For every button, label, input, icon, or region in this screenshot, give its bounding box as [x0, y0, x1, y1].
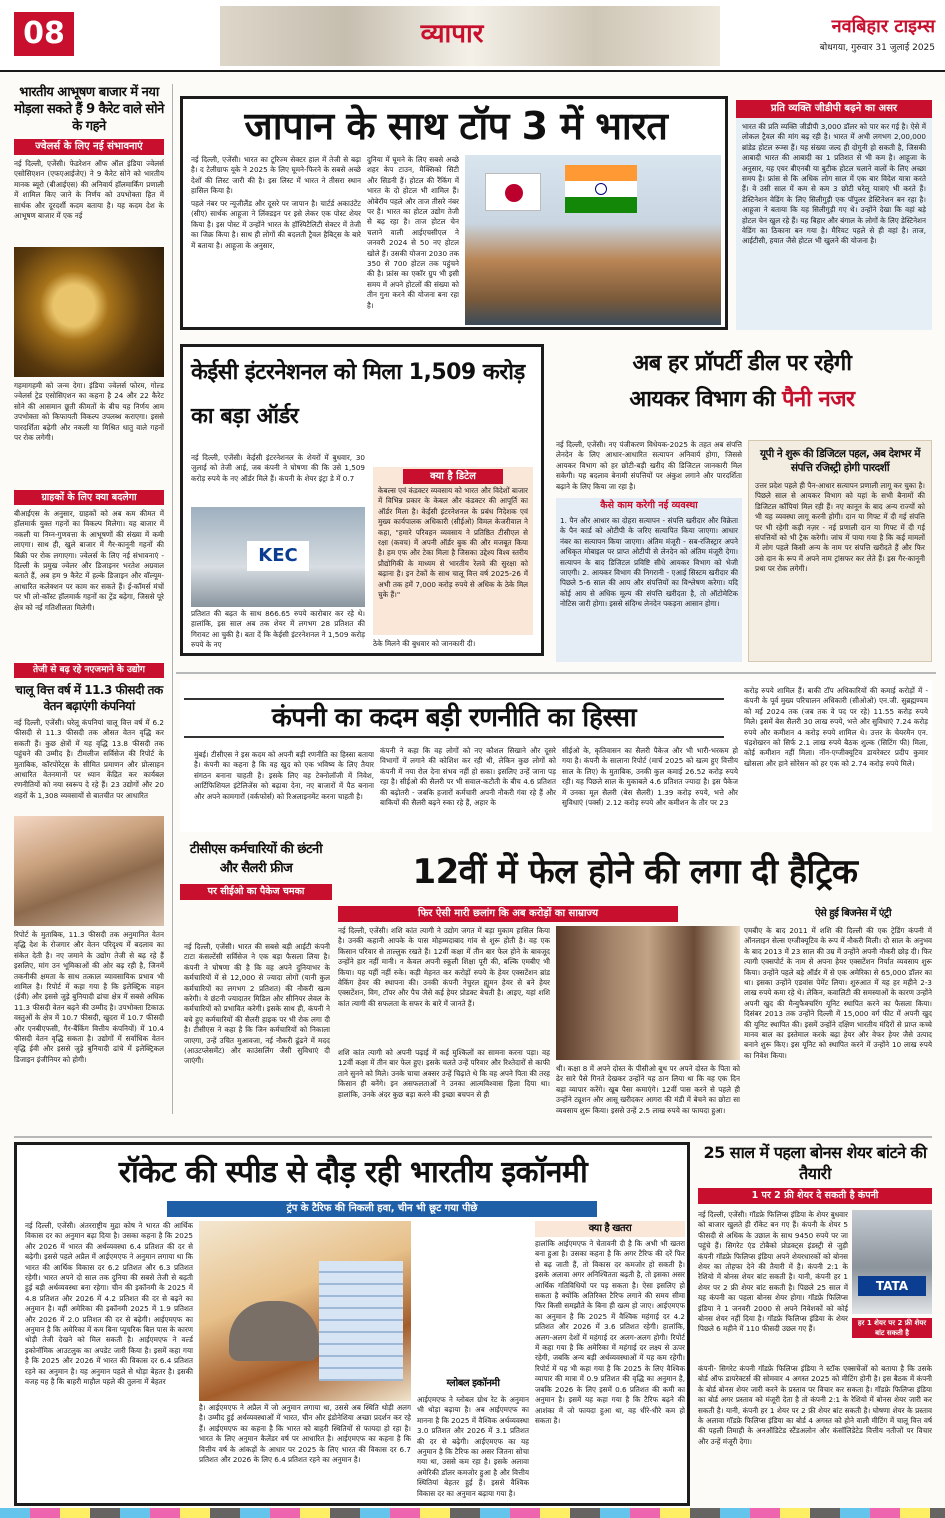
kec-detail-box — [373, 467, 533, 635]
section-title: व्यापार — [420, 19, 484, 49]
rupee-photo — [14, 816, 164, 926]
risk-body: हालांकि आईएमएफ ने चेतावनी दी है कि अभी भी खतरा बना हुआ है। उसका कहना है कि अगर टैरिफ की दरें फिर से बढ़ जाती हैं, तो विकास दर कमजोर हो सकती है। इसके अलावा अगर अनिश्चितता बढ़ती है, तो इसका असर आर्थिक गतिविधियों पर पड़ सकता है। ऐसा इसलिए हो सकता है क्योंकि अतिरिक्त टैरिफ लगाने की समय सीमा फिर किसी समझौते के बिना ही खत्म हो जाए। आईएमएफ का अनुमान है कि 2025 में वैश्विक महंगाई दर 4.2 प्रतिशत और 2026 में 3.6 प्रतिशत रहेगी। हालांकि, अलग-अलग देशों में महंगाई दर अलग-अलग होगी। रिपोर्ट में कहा गया है कि अमेरिका में महंगाई दर लक्ष्य से ऊपर रहेगी, जबकि अन्य बड़ी अर्थव्यवस्थाओं में यह कम रहेगी। रिपोर्ट में यह भी कहा गया है कि 2025 के लिए वैश्विक व्यापार की मात्रा में 0.9 प्रतिशत की वृद्धि का अनुमान है, जबकि 2026 के लिए इसमें 0.6 प्रतिशत की कमी का अनुमान है। इसमें यह कहा गया है कि टैरिफ बढ़ने की आशंका में जो फायदा हुआ था, वह धीरे-धीरे कम हो सकता है। — [535, 1239, 685, 1425]
registration-bar — [0, 1508, 945, 1518]
japan-flag-icon — [485, 173, 541, 211]
japan-body-1: नई दिल्ली, एजेंसी। भारत का टूरिज्म सेक्टर हाल में तेजी से बढ़ा है। द टेलीग्राफ यूके ने 2025 के लिए घूमने-फिरने के सबसे अच्छे देशों की लिस्ट जारी की है। इस लिस्ट में भारत ने तीसरा स्थान हासिल किया है। — [191, 155, 361, 196]
tata-logo: TATA — [858, 1276, 926, 1296]
gdp-body: भारत की प्रति व्यक्ति जीडीपी 3,000 डॉलर को पार कर गई है। ऐसे में लोकल ट्रैवल की मांग बढ़ रही है। भारत में अभी लगभग 2,00,000 ब्रांडेड होटल रूम्स हैं। यह संख्या जल्द ही दोगुनी हो सकती है, जिसकी आबादी भारत की आबादी का 1 प्रतिशत से भी कम है। आहूजा के अनुसार, यह एयर बीएनबी या बुटीक होटल चलाने वालों के लिए अच्छा समय है। फ्रांस से कि अधिक लोग साल में एक बार विदेश यात्रा करते हैं। वे उसी साल में कम से कम 3 छोटी घरेलू यात्राएं भी करते हैं। डेस्टिनेशन वेडिंग के लिए सिलीगुड़ी एक पॉपुलर डेस्टिनेशन बन रहा है। आहूजा ने बताया कि यह सिलीगुड़ी गए थे। उन्होंने देखा कि वहां बड़े होटल चेन खुल रहे हैं। यह बिहार और बंगाल के लोगों के लिए डेस्टिनेशन वेडिंग का ठिकाना बन गया है। मैरियट पहले से ही वहां है। ताज, आईटीसी, हयात जैसे होटल भी खुलने की योजना है। — [742, 122, 926, 246]
rocket-headline: रॉकेट की स्पीड से दौड़ रही भारतीय इकॉनमी — [118, 1155, 588, 1190]
kec-headline: केईसी इंटरनेशनल को मिला 1,509 करोड़ का बड़ा ऑर्डर — [191, 360, 525, 429]
japan-story — [180, 96, 728, 330]
bonus-bar-2: हर 1 शेयर पर 2 फ्री शेयर बांट सकती है — [852, 1318, 932, 1338]
japan-headline: जापान के साथ टॉप 3 में भारत — [244, 104, 668, 148]
salary-bar: तेजी से बढ़ रहे नएजमाने के उद्योग — [14, 663, 164, 678]
tcs-headline: कंपनी का कदम बड़ी रणनीति का हिस्सा — [184, 698, 724, 738]
hattrick-bar: फिर ऐसी मारी छलांग कि अब करोड़ों का साम्राज्य — [338, 906, 678, 922]
up-headline: यूपी ने शुरू की डिजिटल पहल, अब देशभर में संपत्ति रजिस्ट्री होगी पारदर्शी — [759, 448, 921, 474]
property-body-1: नई दिल्ली, एजेंसी। नए पंजीकरण विधेयक-2025 के तहत अब संपत्ति लेनदेन के लिए आधार-आधारित सत्यापन अनिवार्य होगा, जिससे आयकर विभाग को हर छोटी-बड़ी खरीद की डिजिटल जानकारी मिल सकेगी। यह बदलाव बेनामी संपत्तियों पर अंकुश लगाने और पारदर्शिता बढ़ाने के लिए किया जा रहा है। — [556, 440, 742, 491]
buyers-subhead: ग्राहकों के लिए क्या बदलेगा — [14, 490, 164, 505]
buyers-body: बीआईएस के अनुसार, ग्राहकों को अब कम कीमत में हॉलमार्क युक्त गहनों का विकल्प मिलेगा। यह बाजार में नकली या निम्न-गुणवत्ता के आभूषणों की संख्या में कमी लाएगा। साथ ही, खुले बाजार में गैर-कानूनी गहनों की बिक्री पर रोक लगाएगा। ज्वेलर्स के लिए नई संभावनाएं - दिल्ली के प्रमुख ज्वेलर और डिजाइनर भरतेश अग्रवाल बताते हैं, अब हम 9 कैरेट में हल्के डिजाइन और वॉल्यूम-आधारित कलेक्शन पर काम कर सकते हैं। ई-कॉमर्स मंचों पर भी लो-कॉस्ट हॉलमार्क गहनों का ट्रेंड बढ़ेगा, जिससे पूरे क्षेत्र को नई गतिशीलता मिलेगी। — [14, 509, 164, 612]
how-bar: कैसे काम करेगी नई व्यवस्था — [600, 500, 698, 511]
elephant-icon — [229, 1301, 319, 1361]
kec-story — [180, 344, 544, 656]
hattrick-headline: 12वीं में फेल होने की लगा दी हैट्रिक — [412, 852, 858, 892]
hattrick-body-2: शशि कांत त्यागी को अपनी पढ़ाई में कई मुश्किलों का सामना करना पड़ा। वह 12वीं कक्षा में तीन बार फेल हुए। इसके चलते उन्हें परिवार और रिश्तेदारों से काफी ताने सुनने को मिले। उनके चाचा अक्सर उन्हें चिढ़ाते थे कि वह अपने पिता की तरह किसान ही बनेंगे। इन असफलताओं ने उनका आत्मविश्वास हिला दिया था। हालांकि, उनके अंदर कुछ बड़ा करने की इच्छा बचपन से ही — [338, 1048, 550, 1099]
flags-ghats-photo — [465, 155, 721, 325]
kec-detail-tail: ठेके मिलने की बुधवार को जानकारी दी। — [373, 639, 476, 648]
japan-body-3: दुनिया में घूमने के लिए सबसे अच्छे शहर केप टाउन, मैक्सिको सिटी और सिडनी हैं। होटल की रैंकिंग में भारत के दो होटल भी शामिल हैं। ओबेरॉय पहले और ताज तीसरे नंबर पर है। भारत का होटल उद्योग तेजी से बढ़ रहा है। ताज होटल चेन चलाने वाली आईएचसीएल ने जनवरी 2024 से 50 नए होटल खोले हैं। उसकी योजना 2030 तक 350 से 700 होटल तक पहुंचने की है। फ्रांस का एकॉर ग्रुप भी इसी समय में अपने होटलों की संख्या को तीन गुना करने की योजना बना रहा है। — [367, 155, 459, 310]
paper-name: नवबिहार टाइम्स — [831, 16, 935, 37]
tcs-body-3: सीईओ के, कृतिवासन का सैलरी पैकेज और भी भारी-भरकम हो गया है। कंपनी के सालाना रिपोर्ट (मार्च 2025 को खत्म हुए वित्तीय साल के लिए) के मुताबिक, उनकी कुल कमाई 26.52 करोड़ रुपये रही। यह पिछले साल के मुकाबले 4.6 प्रतिशत ज्यादा है। इस पैकेज में उनका मूल सैलरी (बेस सैलरी) 1.39 करोड़ रुपये, भत्ते और सुविधाएं (पर्क्स) 2.12 करोड़ रुपये और कमीशन के तौर पर 23 — [562, 746, 738, 808]
rocket-story — [14, 1142, 690, 1506]
masthead — [0, 0, 945, 72]
kec-detail-bar: क्या है डिटेल — [403, 469, 503, 484]
tcs-body-1: मुंबई। टीसीएस ने इस कदम को अपनी बड़ी रणनीति का हिस्सा बताया है। कंपनी का कहना है कि वह खुद को एक भविष्य के लिए तैयार संगठन बनाना चाहती है। इसके लिए वह टेक्नोलॉजी में निवेश, आर्टिफिशियल इंटेलिजेंस को बढ़ावा देना, नए बाजारों में पैठ बनाना और अपने कामगारों (वर्कफोर्स) को रिअलाइनमेंट करना चाहती है। — [194, 750, 374, 801]
tata-photo — [852, 1210, 932, 1314]
bonus-story — [698, 1142, 932, 1506]
india-flag-icon — [565, 165, 637, 213]
tcs-body-2: कंपनी ने कहा कि वह लोगों को नए कौशल सिखाने और दूसरे विभागों में लगाने की कोशिश कर रही थी, लेकिन कुछ लोगों को कंपनी में नया रोल देना संभव नहीं हो सका। इसलिए उन्हें जाना पड़ रहा है। सीईओ की सैलरी पर भी सवाल-कटौती के बीच 4.6 प्रतिशत की बढ़ोतरी - जबकि हजारों कर्मचारी अपनी नौकरी गंवा रहे हैं और बाकियों की सैलरी बढ़ने रुका रहे हैं, अहार के — [380, 746, 556, 808]
jewelry-photo — [14, 247, 164, 377]
hattrick-side-body: एमबीए के बाद 2011 में शशि की दिल्ली की एक ट्रेडिंग कंपनी में ऑनलाइन सेल्स एग्जीक्यूटिव के रूप में नौकरी मिली। दो साल के अनुभव के बाद 2013 में 23 साल की उम्र में उन्होंने अपनी नौकरी छोड़ दी। फिर त्यागी एक्सपोर्ट के नाम से अपना हेयर एक्सटेंशन निर्यात व्यवसाय शुरू किया। उन्होंने पहले बड़े ऑर्डर में से एक अमेरिका से 65,000 डॉलर का था। इसका उन्होंने एडवांस पेमेंट लिया। शुरुआत में यह हर महीने 2-3 लाख रुपये कमा रहे थे। लेकिन, कवालिटी की समस्याओं के कारण उन्होंने अपनी खुद की मैन्युफैक्चरिंग यूनिट स्थापित करने का फैसला किया। दिसंबर 2013 तक उन्होंने दिल्ली में 15,000 वर्ग फीट में अपनी खुद की यूनिट स्थापित की। इसमें उन्होंने दक्षिण भारतीय मंदिरों से प्राप्त कच्चे मानव बाल का इस्तेमाल करके बढ़ा हेयर और वेफर हेयर जैसे उत्पाद बनाने शुरू किए। इस यूनिट को स्थापित करने में उन्होंने 10 लाख रुपये का निवेश किया। — [744, 926, 932, 1060]
rocket-body-1: नई दिल्ली, एजेंसी। अंतरराष्ट्रीय मुद्रा कोष ने भारत की आर्थिक विकास दर का अनुमान बढ़ा दिया है। उसका कहना है कि 2025 और 2026 में भारत की अर्थव्यवस्था 6.4 प्रतिशत की दर से बढ़ेगी। इससे पहले अप्रैल में आईएमएफ ने अनुमान लगाया था कि भारत की आर्थिक विकास दर 6.2 प्रतिशत और 6.3 प्रतिशत रहेगी। भारत अपने दो साल तक दुनिया की सबसे तेजी से बढ़ती हुई बड़ी अर्थव्यवस्था बना रहेगा। चीन की इकॉनमी के 2025 में 4.8 प्रतिशत और 2026 में 4.2 प्रतिशत की दर से बढ़ने का अनुमान है। वहीं अमेरिका की इकॉनमी 2025 में 1.9 प्रतिशत और 2026 में 2.0 प्रतिशत की दर से बढ़ेगी। आईएमएफ का अनुमान है कि अमेरिका में कम बिना प्यूचरिक बिल पास के कारण थोड़ी तेजी देखने को मिल सकती है। आईएमएफ ने वर्ल्ड इकोनॉमिक आउटलुक का अपडेट जारी किया है। इसमें कहा गया है कि 2025 और 2026 में भारत की विकास दर 6.4 प्रतिशत रहने का अनुमान है। यह अनुमान पहले से थोड़ा बेहतर है। इसकी वजह यह है कि बाहरी माहौल पहले की तुलना में बेहतर — [25, 1221, 193, 1387]
page-number: 08 — [14, 12, 74, 56]
salary-body-2: रिपोर्ट के मुताबिक, 11.3 फीसदी तक अनुमानित वेतन वृद्धि देश के रोजगार और वेतन परिदृश्य में बदलाव का संकेत देती है। नए जमाने के उद्योग तेजी से बढ़ रहे हैं इसलिए, मांग उन भूमिकाओं की ओर बढ़ रही है, जिनमें तकनीकी क्षमता के साथ तत्काल व्यावसायिक प्रभाव भी शामिल है। रिपोर्ट में कहा गया है कि इलेक्ट्रिक वाहन (ईवी) और इससे जुड़े बुनियादी ढांचा क्षेत्र में सबसे अधिक 11.3 फीसदी वेतन बढ़ने की उम्मीद है। उपभोक्ता टिकाऊ वस्तुओं के क्षेत्र में 10.7 फीसदी, खुदरा में 10.7 फीसदी और एनबीएफसी, गैर-बैंकिंग वित्तीय कंपनियों) में 10.4 फीसदी वेतन वृद्धि सकता है। उद्योगों में सर्वाधिक वेतन वृद्धि ईवी और इससे जुड़े बुनियादी ढांचे में इलेक्ट्रिकल डिजाइन इंजीनियर को होगी। — [14, 930, 164, 1064]
stairs-icon — [319, 1261, 403, 1381]
up-box — [748, 440, 932, 662]
rocket-body-2: है। आईएमएफ ने अप्रैल में जो अनुमान लगाया था, उससे अब स्थिति थोड़ी अलग है। उम्मीद हुई अर्थव्यवस्थाओं में भारत, चीन और इंडोनेशिया अच्छा प्रदर्शन कर रहे हैं। आईएमएफ का कहना है कि भारत को बाहरी स्थितियों से फायदा हो रहा है। भारत के लिए अनुमान कैलेंडर वर्ष पर आधारित है। आईएमएफ का कहना है कि वित्तीय वर्ष के आंकड़ों के आधार पर 2025 के लिए भारत की विकास दर 6.7 प्रतिशत और 2026 के लिए 6.4 प्रतिशत रहने का अनुमान है। — [199, 1403, 411, 1465]
jewelry-body: नई दिल्ली, एजेंसी। फेडरेशन ऑफ ऑल इंडिया ज्वेलर्स एसोसिएशन (एफएआईजेए) ने 9 कैरेट सोने को भारतीय मानक ब्यूरो (बीआईएस) की अनिवार्य हॉलमार्किंग प्रणाली में शामिल किए जाने के निर्णय को उपभोक्ता हित में सार्थक और दूरदर्शी कदम बताया है। यह कदम देश के आभूषण बाजार में एक नई — [14, 159, 164, 221]
salary-body: नई दिल्ली, एजेंसी। घरेलू कंपनियां चालू वित्त वर्ष में 6.2 फीसदी से 11.3 फीसदी तक औसत वेतन वृद्धि कर सकती हैं। कुछ क्षेत्रों में यह वृद्धि 13.8 फीसदी तक पहुंचने की उम्मीद है। टीमलीज सर्विसेज की रिपोर्ट के मुताबिक, कॉरपोरेट्स के सीमित प्रमाणन और प्रोत्साहन आधारित वेतनमानों पर ध्यान केंद्रित कर कार्यबल रणनीतियों को नया स्वरूप दे रहे हैं। 23 उद्योगों और 20 शहरों के 1,308 व्यवसायों से बातचीत पर आधारित — [14, 718, 164, 800]
hattrick-body-1: नई दिल्ली, एजेंसी। शशि कांत त्यागी ने उद्योग जगत में बड़ा मुकाम हासिल किया है। उनकी कहानी आपके के पास मोहम्मदाबाद गांव से शुरू होती है। वह एक किसान परिवार से ताल्लुक रखते हैं। 12वीं कक्षा में तीन बार फेल होने के बावजूद उन्होंने हार नहीं मानी। न केवल अपनी स्कूली शिक्षा पूरी की, बल्कि एमबीए भी किया। यह यहीं नहीं रुके। कड़ी मेहनत कर करोड़ों रुपये के हेयर एक्सटेंशन ब्रांड वेकिंग हेयर की स्थापना की। उनकी कंपनी नेचुरल ह्यूमन हेयर से बने हेयर एक्सटेंशन, विग, टॉपर और पैच जैसे कई हेयर प्रोडक्ट बेचती है। आइए, यहां शशि कांत त्यागी की सफलता के सफर के बारे में जानते हैं। — [338, 926, 550, 1008]
hattrick-photo — [556, 926, 740, 1060]
kec-photo — [191, 507, 365, 607]
dateline: बोधगया, गुरुवार 31 जुलाई 2025 — [819, 43, 935, 53]
kec-body-1: नई दिल्ली, एजेंसी। केईसी इंटरनेशनल के शेयरों में बुधवार, 30 जुलाई को तेजी आई, जब कंपनी ने घोषणा की कि उसे 1,509 करोड़ रुपये के नए ऑर्डर मिले हैं। कंपनी के शेयर इंट्रा डे में 0.7 — [191, 453, 365, 483]
jewelry-subhead: ज्वेलर्स के लिए नई संभावनाएं — [14, 139, 164, 155]
up-body: उत्तर प्रदेश पहले ही पैन-आधार सत्यापन प्रणाली लागू कर चुका है। पिछले साल से आयकर विभाग को यहां के सभी बैनामों की डिजिटल कॉपियां मिल रही हैं। नए कानून के बाद अन्य राज्यों को भी यह व्यवस्था लागू करनी होगी। दान या गिफ्ट में दी गई संपत्ति पर भी रहेगी कड़ी नज़र - नई प्रणाली दान या गिफ्ट में दी गई संपत्तियों को भी ट्रैक करेगी। जांच में पाया गया है कि कई मामलों में लोग पहले किसी अन्य के नाम पर संपत्ति खरीदते हैं और फिर उसे दान के रूप में अपने नाम ट्रांसफर कर लेते हैं। इस गैर-कानूनी प्रथा पर रोक लगेगी। — [755, 481, 925, 574]
kec-detail-body: केबल्स एवं कंडक्टर व्यवसाय को भारत और विदेशों बाजार में विभिन्न प्रकार के केबल और कंडक्टर की आपूर्ति का ऑर्डर मिला है। केईसी इंटरनेशनल के प्रबंध निदेशक एवं मुख्य कार्यपालक अधिकारी (सीईओ) विमल केजरीवाल ने कहा, "हमारे परिवहन व्यवसाय ने प्रतिष्ठित टीसीएल से रक्षा (कवच) में अपनी ऑर्डर बुक की और मजबूत किया है। हम एफ और टेका मिला है जिसका उद्देश्य विश्व स्तरीय प्रौद्योगिकी के माध्यम से भारतीय रेलवे की सुरक्षा को बढ़ाना है। इन टेकों के साथ चालू वित्त वर्ष 2025-26 में अभी तक हमें 7,000 करोड़ रुपये से अधिक के ठेके मिल चुके हैं।" — [378, 486, 528, 600]
gdp-box — [736, 100, 932, 330]
hattrick-story — [338, 840, 932, 1136]
bonus-body-1: नई दिल्ली, एजेंसी। गॉडफ्रे फिलिप्स इंडिया के शेयर बुधवार को बाजार खुलते ही रॉकेट बन गए हैं। कंपनी के शेयर 5 फीसदी से अधिक के उछाल के साथ 9450 रुपये पर जा पहुंचे हैं। सिगरेट एंड टोबैको प्रोडक्ट्स इंडस्ट्री से जुड़ी कंपनी गॉडफ्रे फिलिप्स इंडिया अपने शेयरधारकों को बोनस शेयर का तोहफा देने की तैयारी में है। कंपनी 2:1 के रेशियो में बोनस शेयर बांट सकती है। यानी, कंपनी हर 1 शेयर पर 2 फ्री शेयर बांट सकती है। पिछले 25 साल में यह कंपनी का पहला बोनस शेयर होगा। गॉडफ्रे फिलिप्स इंडिया ने 1 जनवरी 2000 से अपने निवेशकों को कोई बोनस शेयर नहीं दिया है। गॉडफ्रे फिलिप्स इंडिया के शेयर पिछले 6 महीने में 110 फीसदी उछल गए हैं। — [698, 1210, 848, 1334]
kec-body-2: प्रतिशत की बढ़त के साथ 866.65 रुपये कारोबार कर रहे थे। हालांकि, इस साल अब तक शेयर में लगभग 28 प्रतिशत की गिरावट आ चुकी है। बता दें कि केईसी इंटरनेशनल ने 1,509 करोड़ रुपये के नए — [191, 609, 365, 650]
rocket-chart-title: ग्लोबल इकॉनमी — [446, 1378, 500, 1389]
layoffs-headline: टीसीएस कर्मचारियों की छंटनी और सैलरी फ्रीज — [189, 842, 323, 876]
rocket-body-3: आईएमएफ ने ग्लोबल ग्रोथ रेट के अनुमान भी थोड़ा बढ़ाया है। अब आईएमएफ का मानना है कि 2025 में वैश्विक अर्थव्यवस्था 3.0 प्रतिशत और 2026 में 3.1 प्रतिशत की दर से बढ़ेगी। आईएमएफ का यह अनुमान है कि टैरिफ का असर जितना सोचा गया था, उससे कम रहा है। इसके अलावा अमेरिकी डॉलर कमजोर हुआ है और वित्तीय स्थितियां बेहतर हुई हैं। इससे वैश्विक विकास दर का अनुमान बढ़ाया गया है। — [417, 1395, 529, 1498]
layoffs-body: नई दिल्ली, एजेंसी। भारत की सबसे बड़ी आईटी कंपनी टाटा कंसल्टेंसी सर्विसेज ने एक बड़ा फैसला लिया है। कंपनी ने घोषणा की है कि वह अपने दुनियाभर के कर्मचारियों में से 12,000 से ज्यादा लोगों (यानी कुल कर्मचारियों का लगभग 2 प्रतिशत) की नौकरी खत्म करेगी। ये छंटनी ज्यादातर मिडिल और सीनियर लेवल के कर्मचारियों को प्रभावित करेगी। इसके साथ ही, कंपनी ने बचे हुए कर्मचारियों की सैलरी हाइक पर भी रोक लगा दी है। टीसीएस ने कहा है कि जिन कर्मचारियों को निकाला जाएगा, उन्हें उचित मुआवजा, नई नौकरी ढूंढने में मदद (आउटप्लेसमेंट) और काउंसलिंग जैसी सुविधाएं दी जाएंगी। — [184, 942, 330, 1066]
bonus-bar: 1 पर 2 फ्री शेयर दे सकती है कंपनी — [698, 1188, 932, 1204]
kec-logo: KEC — [247, 541, 309, 571]
gdp-bar: प्रति व्यक्ति जीडीपी बढ़ने का असर — [736, 100, 932, 118]
risk-bar: क्या है खतरा — [535, 1221, 685, 1237]
bonus-headline: 25 साल में पहला बोनस शेयर बांटने की तैयारी — [703, 1143, 927, 1183]
property-headline-2: आयकर विभाग की — [629, 387, 775, 412]
hattrick-side-bar: ऐसे हुई बिजनेस में एंट्री — [814, 908, 892, 919]
salary-headline: चालू वित्त वर्ष में 11.3 फीसदी तक वेतन बढ़ाएंगी कंपनियां — [15, 683, 163, 713]
layoffs-bar: पर सीईओ का पैकेज चमका — [180, 884, 332, 900]
how-body: 1. पैन और आधार का दोहरा सत्यापन - संपत्ति खरीदार और विक्रेता के पैन कार्ड को ओटीपी के जरिए सत्यापित किया जाएगा। आधार नंबर का सत्यापन किया जाएगा। अंतिम मंजूरी - सब-रजिस्ट्रार अपने अधिकृत मोबाइल पर प्राप्त ओटीपी से लेनदेन को अंतिम मंजूरी देगा। सत्यापन के बाद डिजिटल प्रविष्टि सीधे आयकर विभाग को भेजी जाएगी। 2. आयकर विभाग की निगरानी - एआई सिस्टम खरीदार की पिछले 5-6 साल की आय और संपत्तियों का विश्लेषण करेगा। यदि कोई आय से अधिक मूल्य की संपत्ति खरीदता है, तो ऑटोमेटिक नोटिस जारी होगा। इससे संदिग्ध लेनदेन पकड़ना आसान होगा। — [560, 516, 738, 609]
property-headline-3: पैनी नजर — [781, 387, 855, 412]
how-box — [556, 498, 742, 662]
hattrick-body-3: थी। कक्षा 8 में अपने दोस्त के पीसीओ बूथ पर अपने दोस्त के पिता को ढेर सारे पैसे गिनते देखकर उन्होंने यह ठान लिया था कि वह एक दिन बड़ा व्यापार करेंगे। खूब पैसा कमाएंगे। 12वीं पास करने से पहले ही उन्होंने ट्यूशन और आसू खरीदकर आगरा की मंडी में बेचने का छोटा सा व्यवसाय शुरू किया। इससे उन्हें 2.5 लाख रुपये का फायदा हुआ। — [556, 1064, 740, 1115]
property-story — [552, 344, 932, 666]
jewelry-headline: भारतीय आभूषण बाजार में नया मोड़ला सकते हैं 9 कैरेट वाले सोने के गहने — [14, 85, 164, 134]
jewelry-body-2: गहमागहमी को जन्म देगा। इंडिया ज्वेलर्स फोरम, गोल्ड ज्वेलर्स ट्रेड एसोसिएशन का कहना है 24 और 22 कैरेट सोने की आसमान छूती कीमतों के बीच यह निर्णय आम उपभोक्ता को किफायती विकल्प उपलब्ध कराएगा। इससे पारदर्शिता बढ़ेगी और नकली या मिश्रित धातु वाले गहनों पर रोक लगेगी। — [14, 381, 164, 443]
rocket-bar: ट्रंप के टैरिफ की निकली हवा, चीन भी छूट गया पीछे — [167, 1201, 597, 1217]
tcs-strategy-story — [180, 680, 932, 832]
japan-body-2: पहले नंबर पर न्यूजीलैंड और दूसरे पर जापान है। चार्टर्ड अकाउंटेंट (सीए) सार्थक आहूजा ने लिंक्डइन पर इसे लेकर एक पोस्ट शेयर किया है। इस पोस्ट में उन्होंने भारत के हॉस्पिटैलिटी सेक्टर में तेजी का जिक्र किया है। साथ ही लोगों की बदलती ट्रैवल हैबिट्स के बारे में बताया है। आहूजा के अनुसार, — [191, 199, 361, 250]
tcs-body-4: करोड़ रुपये शामिल हैं। बाकी टॉप अधिकारियों की कमाई करोड़ों में - कंपनी के पूर्व मुख्य परिचालन अधिकारी (सीओओ) एन.जी. सुब्रह्मण्यम को मई 2024 तक (जब तक वे पद पर रहे) 11.55 करोड़ रुपये मिले। इसमें बेस सैलरी 30 लाख रुपये, भत्ते और सुविधाएं 7.24 करोड़ रुपये और कमीशन 4 करोड़ रुपये शामिल थे। उत्तर के चेयरमैन एन. चंद्रशेखरन को सिर्फ 2.1 लाख रुपये बैठक शुल्क (सिटिंग फी) मिला, कोई कमीशन नहीं मिला। नॉन-एग्जीक्यूटिव डायरेक्टर प्रदीप कुमार खोसला और हाने सोरेसन को हर एक को 2.74 करोड़ रुपये मिले। — [744, 686, 928, 768]
bonus-body-2: कंपनी- सिगरेट कंपनी गॉडफ्रे फिलिप्स इंडिया ने स्टॉक एक्सचेंजों को बताया है कि उसके बोर्ड ऑफ डायरेक्टर्स की सोमवार 4 अगस्त 2025 को मीटिंग होनी है। इस बैठक में कंपनी के बोर्ड बोनस शेयर जारी करने के प्रस्ताव पर विचार कर सकता है। गॉडफ्रे फिलिप्स इंडिया का बोर्ड अगर प्रस्ताव को मंजूरी देता है तो कंपनी 2:1 के रेशियो में बोनस शेयर जारी कर सकती है। यानी, कंपनी हर 1 शेयर पर 2 फ्री शेयर बांट सकती है। घोषणा शेयर के प्रस्ताव के अलावा गॉडफ्रे फिलिप्स इंडिया का बोर्ड 4 अगस्त को होने वाली मीटिंग में चालू वित्त वर्ष की पहली तिमाही के अनऑडिटेड स्टैंडअलोन और कंसॉलिडेटेड वित्तीय नतीजों पर विचार और उन्हें मंजूरी देगा। — [698, 1364, 932, 1446]
elephant-illustration — [199, 1221, 411, 1401]
property-headline-1: अब हर प्रॉपर्टी डील पर रहेगी — [632, 351, 852, 376]
